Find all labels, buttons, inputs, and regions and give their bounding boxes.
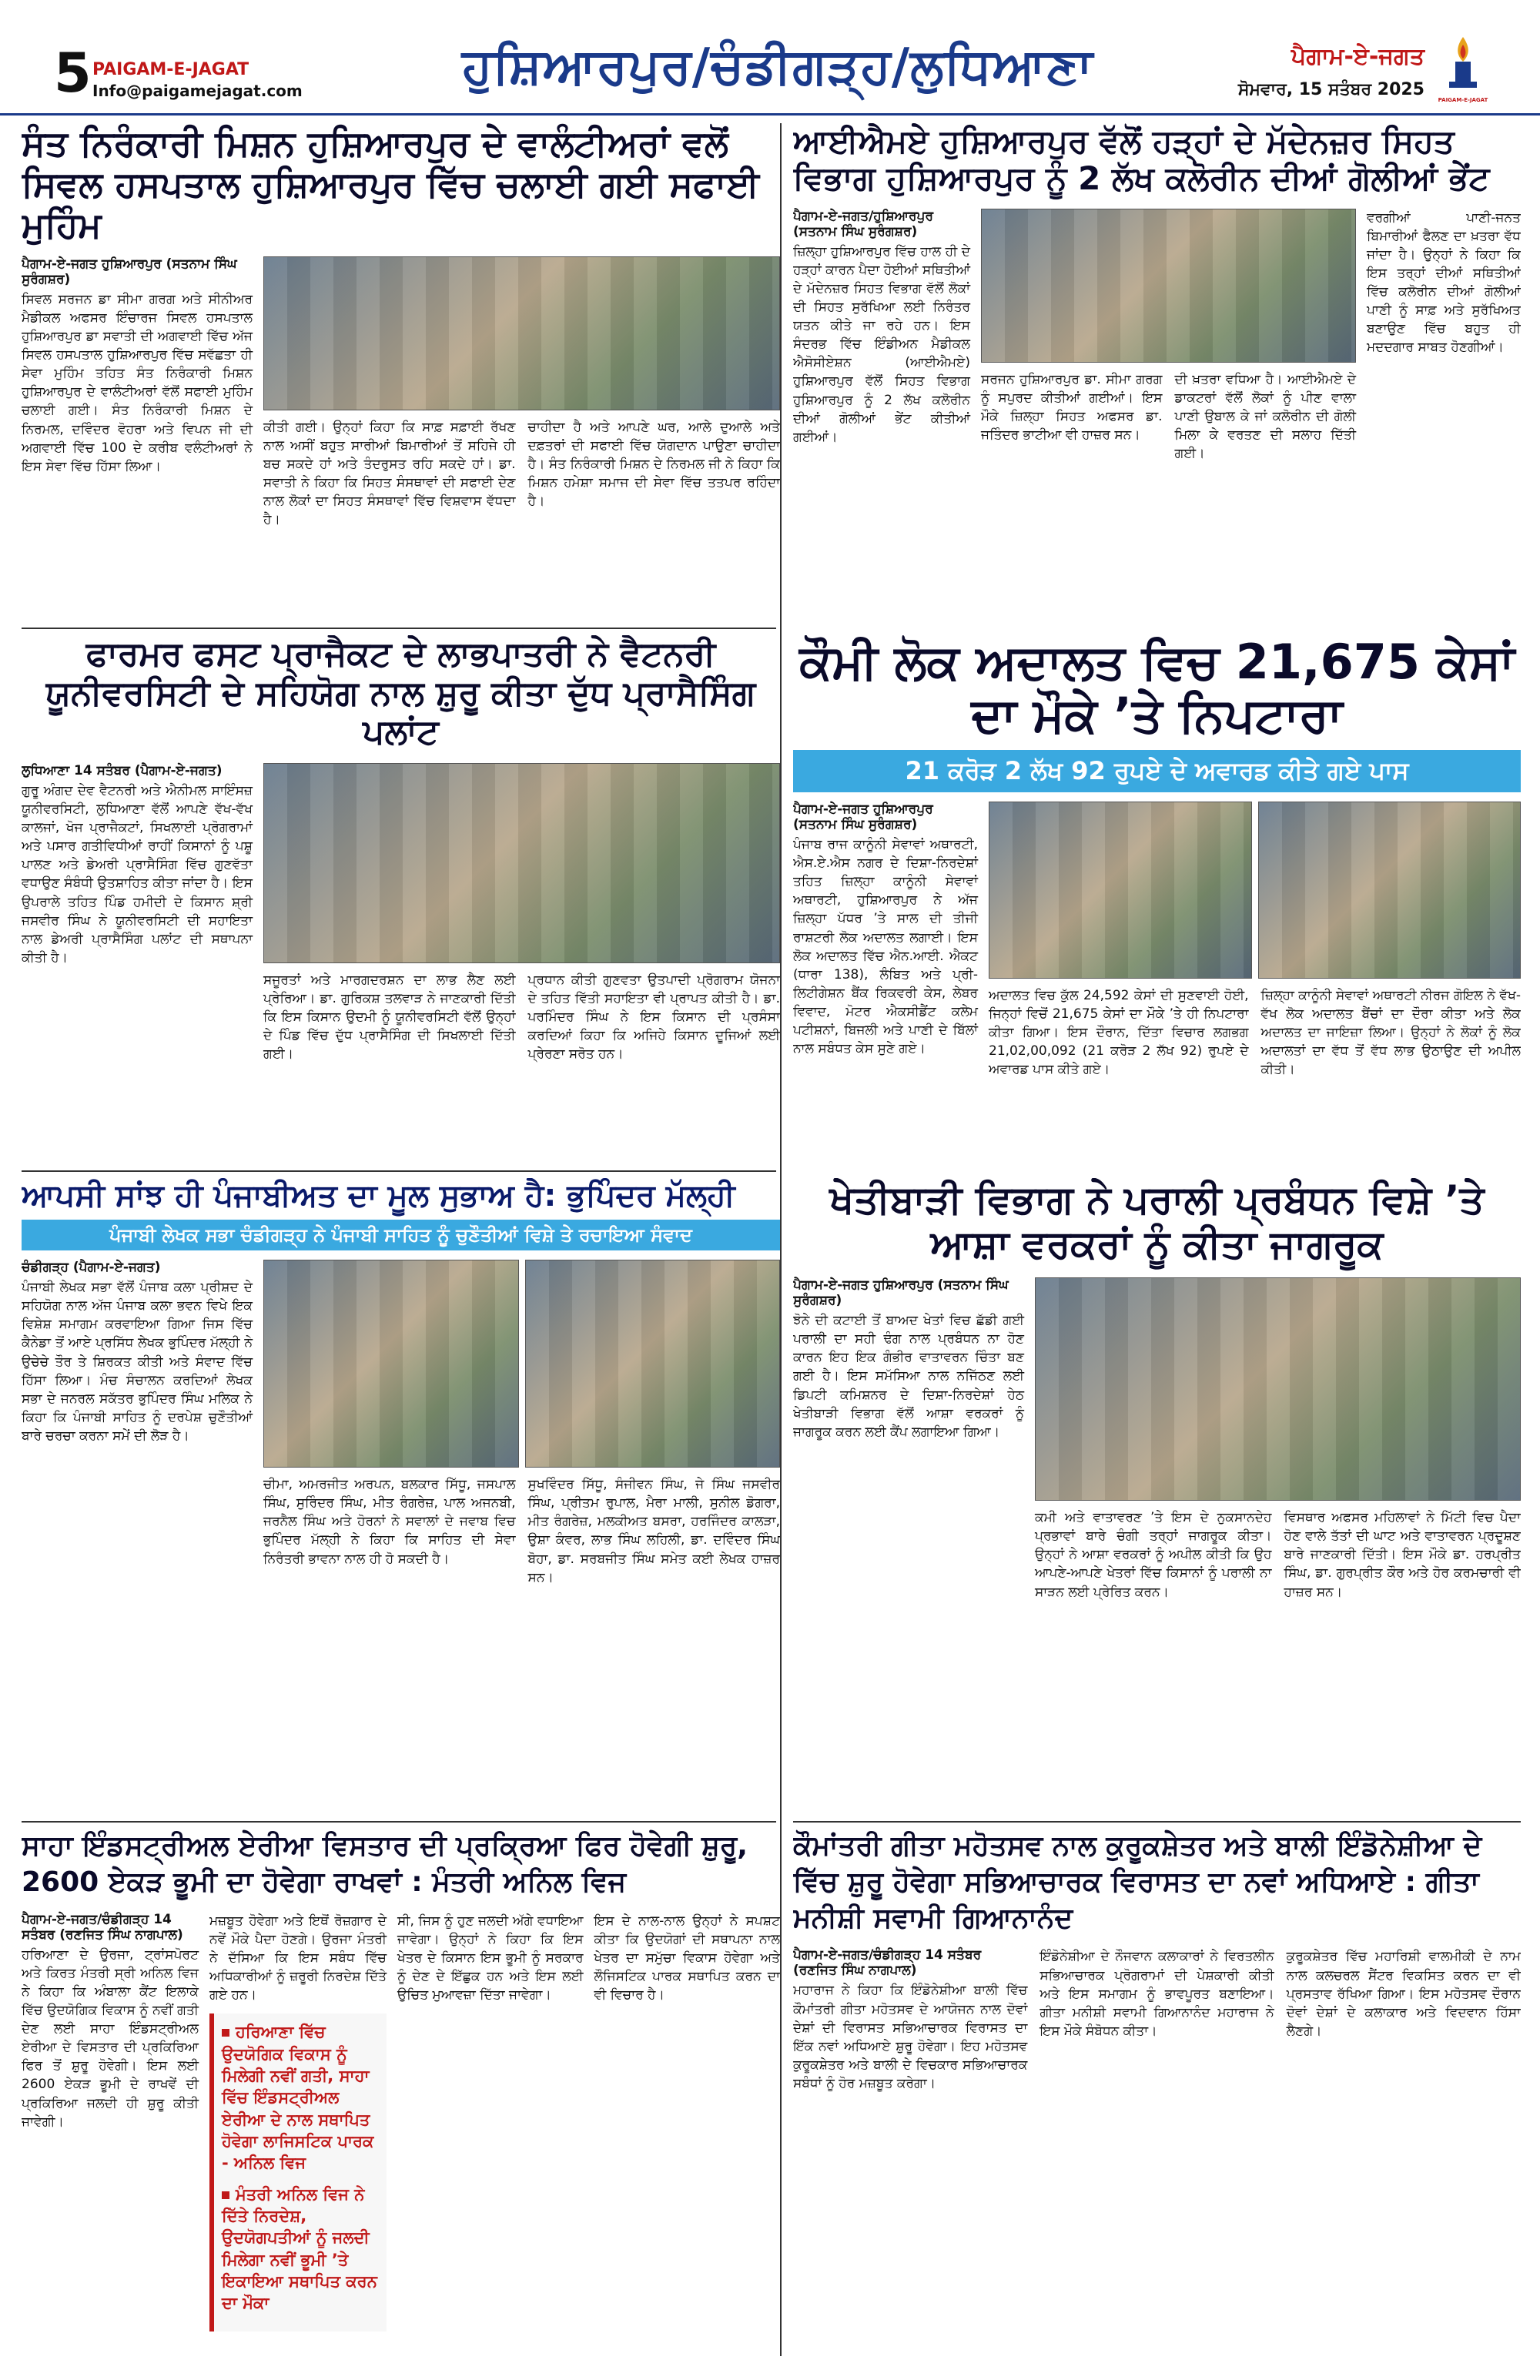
story-parali bbox=[793, 1178, 1521, 1817]
body-lok-adalat-3: ਜ਼ਿਲ੍ਹਾ ਕਾਨੂੰਨੀ ਸੇਵਾਵਾਂ ਅਥਾਰਟੀ ਨੀਰਜ ਗੋਇਲ ਨੇ ਵੱਖ-ਵੱਖ ਲੋਕ ਅਦਾਲਤ ਬੈਂਚਾਂ ਦਾ ਦੌਰਾ ਕੀਤਾ ਅਤੇ ਲੋਕ ਅਦਾਲਤ ਦਾ ਜਾਇਜ਼ਾ ਲਿਆ। ਉਨ੍ਹਾਂ ਨੇ ਲੋਕਾਂ ਨੂੰ ਲੋਕ ਅਦਾਲਤਾਂ ਦਾ ਵੱਧ ਤੋਂ ਵੱਧ ਲਾਭ ਉਠਾਉਣ ਦੀ ਅਪੀਲ ਕੀਤੀ। bbox=[1260, 987, 1521, 1078]
body-farmer-2: ਸਜੂਰਤਾਂ ਅਤੇ ਮਾਰਗਦਰਸ਼ਨ ਦਾ ਲਾਭ ਲੈਣ ਲਈ ਪ੍ਰੇਰਿਆ। ਡਾ. ਗੁਰਿਕਸ਼ ਤਲਵਾੜ ਨੇ ਜਾਣਕਾਰੀ ਦਿੱਤੀ ਕਿ ਇਸ ਕਿਸਾਨ ਉਦਮੀ ਨੂੰ ਯੂਨੀਵਰਸਿਟੀ ਵੱਲੋਂ ਉਨ੍ਹਾਂ ਦੇ ਪਿੰਡ ਵਿੱਚ ਦੁੱਧ ਪ੍ਰਾਸੈਸਿੰਗ ਦੀ ਸਿਖਲਾਈ ਦਿੱਤੀ ਗਈ। bbox=[263, 972, 516, 1063]
story-saha bbox=[22, 1829, 780, 2360]
logo-text: PAIGAM-E-JAGAT bbox=[1438, 97, 1488, 103]
byline-nirankari: ਪੈਗਾਮ-ਏ-ਜਗਤ ਹੁਸ਼ਿਆਰਪੁਰ (ਸਤਨਾਮ ਸਿੰਘ ਸੁਰੰਗਸ਼ਰ) bbox=[22, 256, 237, 287]
newspaper-logo-icon bbox=[1432, 31, 1494, 108]
story-lok-adalat bbox=[793, 635, 1521, 1167]
issue-date: ਸੋਮਵਾਰ, 15 ਸਤੰਬਰ 2025 bbox=[1237, 80, 1424, 99]
headline-nirankari: ਸੰਤ ਨਿਰੰਕਾਰੀ ਮਿਸ਼ਨ ਹੁਸ਼ਿਆਰਪੁਰ ਦੇ ਵਾਲੰਟੀਅਰਾਂ ਵਲੋਂ ਸਿਵਲ ਹਸਪਤਾਲ ਹੁਸ਼ਿਆਰਪੁਰ ਵਿੱਚ ਚਲਾਈ ਗਈ ਸਫਾਈ ਮੁਹਿੰਮ bbox=[22, 123, 759, 246]
headline-ima: ਆਈਐਮਏ ਹੁਸ਼ਿਆਰਪੁਰ ਵੱਲੋਂ ਹੜ੍ਹਾਂ ਦੇ ਮੱਦੇਨਜ਼ਰ ਸਿਹਤ ਵਿਭਾਗ ਹੁਸ਼ਿਆਰਪੁਰ ਨੂੰ 2 ਲੱਖ ਕਲੋਰੀਨ ਦੀਆਂ ਗੋਲੀਆਂ ਭੇਂਟ bbox=[793, 123, 1490, 198]
row-divider bbox=[22, 628, 776, 629]
highlight-box-saha bbox=[209, 2013, 387, 2331]
body-sanjh-3: ਸੁਖਵਿੰਦਰ ਸਿੱਧੂ, ਸੰਜੀਵਨ ਸਿੰਘ, ਜੇ ਸਿੰਘ ਜਸਵੀਰ ਸਿੰਘ, ਪ੍ਰੀਤਮ ਰੁਪਾਲ, ਮੈਰਾ ਮਾਲੀ, ਸੁਨੀਲ ਡੋਗਰਾ, ਮੀਤ ਰੰਗਰੇਜ਼, ਮਲਕੀਅਤ ਬਸਰਾ, ਹਰਜਿੰਦਰ ਕਾਲੜਾ, ਉਸ਼ਾ ਕੰਵਰ, ਲਾਭ ਸਿੰਘ ਲਹਿਲੀ, ਡਾ. ਦਵਿੰਦਰ ਸਿੰਘ ਬੋਹਾ, ਡਾ. ਸਰਬਜੀਤ ਸਿੰਘ ਸਮੇਤ ਕਈ ਲੇਖਕ ਹਾਜ਼ਰ ਸਨ। bbox=[527, 1477, 780, 1585]
body-gita-1: ਮਹਾਰਾਜ ਨੇ ਕਿਹਾ ਕਿ ਇੰਡੋਨੇਸ਼ੀਆ ਬਾਲੀ ਵਿੱਚ ਕੌਮਾਂਤਰੀ ਗੀਤਾ ਮਹੋਤਸਵ ਦੇ ਆਯੋਜਨ ਨਾਲ ਦੋਵਾਂ ਦੇਸ਼ਾਂ ਦੀ ਵਿਰਾਸਤ ਸਭਿਆਚਾਰਕ ਵਿਰਾਸਤ ਦਾ ਇੱਕ ਨਵਾਂ ਅਧਿਆਏ ਸ਼ੁਰੂ ਹੋਵੇਗਾ। ਇਹ ਮਹੋਤਸਵ ਕੁਰੂਕਸ਼ੇਤਰ ਅਤੇ ਬਾਲੀ ਦੇ ਵਿਚਕਾਰ ਸਭਿਆਚਾਰਕ ਸਬੰਧਾਂ ਨੂੰ ਹੋਰ ਮਜ਼ਬੂਤ ਕਰੇਗਾ। bbox=[793, 1983, 1028, 2092]
photo-parali-workshop bbox=[1035, 1277, 1521, 1501]
body-ima-2: ਸਰਜਨ ਹੁਸ਼ਿਆਰਪੁਰ ਡਾ. ਸੀਮਾ ਗਰਗ ਨੂੰ ਸਪੁਰਦ ਕੀਤੀਆਂ ਗਈਆਂ। ਇਸ ਮੌਕੇ ਜ਼ਿਲ੍ਹਾ ਸਿਹਤ ਅਫਸਰ ਡਾ. ਜਤਿੰਦਰ ਭਾਟੀਆ ਵੀ ਹਾਜ਼ਰ ਸਨ। bbox=[981, 371, 1163, 443]
byline-parali: ਪੈਗਾਮ-ਏ-ਜਗਤ ਹੁਸ਼ਿਆਰਪੁਰ (ਸਤਨਾਮ ਸਿੰਘ ਸੁਰੰਗਸ਼ਰ) bbox=[793, 1277, 1009, 1308]
body-nirankari-1: ਸਿਵਲ ਸਰਜਨ ਡਾ ਸੀਮਾ ਗਰਗ ਅਤੇ ਸੀਨੀਅਰ ਮੈਡੀਕਲ ਅਫਸਰ ਇੰਚਾਰਜ ਸਿਵਲ ਹਸਪਤਾਲ ਹੁਸ਼ਿਆਰਪੁਰ ਡਾ ਸਵਾਤੀ ਦੀ ਅਗਵਾਈ ਵਿੱਚ ਅੱਜ ਸਿਵਲ ਹਸਪਤਾਲ ਹੁਸ਼ਿਆਰਪੁਰ ਵਿੱਚ ਸਵੱਛਤਾ ਹੀ ਸੇਵਾ ਮੁਹਿੰਮ ਤਹਿਤ ਸੰਤ ਨਿਰੰਕਾਰੀ ਮਿਸ਼ਨ ਹੁਸ਼ਿਆਰਪੁਰ ਦੇ ਵਾਲੰਟੀਅਰਾਂ ਵੱਲੋਂ ਸਫਾਈ ਮੁਹਿੰਮ ਚਲਾਈ ਗਈ। ਸੰਤ ਨਿਰੰਕਾਰੀ ਮਿਸ਼ਨ ਦੇ ਨਿਰਮਲ, ਦਵਿੰਦਰ ਵੋਹਰਾ ਅਤੇ ਵਿਪਨ ਜੀ ਦੀ ਅਗਵਾਈ ਵਿੱਚ 100 ਦੇ ਕਰੀਬ ਵਲੰਟੀਅਰਾਂ ਨੇ ਇਸ ਸੇਵਾ ਵਿੱਚ ਹਿੱਸਾ ਲਿਆ। bbox=[22, 291, 253, 474]
highlight-item bbox=[222, 2021, 379, 2174]
body-lok-adalat-1: ਪੰਜਾਬ ਰਾਜ ਕਾਨੂੰਨੀ ਸੇਵਾਵਾਂ ਅਥਾਰਟੀ, ਐਸ.ਏ.ਐਸ ਨਗਰ ਦੇ ਦਿਸ਼ਾ-ਨਿਰਦੇਸ਼ਾਂ ਤਹਿਤ ਜ਼ਿਲ੍ਹਾ ਕਾਨੂੰਨੀ ਸੇਵਾਵਾਂ ਅਥਾਰਟੀ, ਹੁਸ਼ਿਆਰਪੁਰ ਨੇ ਅੱਜ ਜ਼ਿਲ੍ਹਾ ਪੱਧਰ ’ਤੇ ਸਾਲ ਦੀ ਤੀਜੀ ਰਾਸ਼ਟਰੀ ਲੋਕ ਅਦਾਲਤ ਲਗਾਈ। ਇਸ ਲੋਕ ਅਦਾਲਤ ਵਿੱਚ ਐਨ.ਆਈ. ਐਕਟ (ਧਾਰਾ 138), ਲੰਬਿਤ ਅਤੇ ਪ੍ਰੀ-ਲਿਟੀਗੇਸ਼ਨ ਬੈਂਕ ਰਿਕਵਰੀ ਕੇਸ, ਲੇਬਰ ਵਿਵਾਦ, ਮੋਟਰ ਐਕਸੀਡੈਂਟ ਕਲੇਮ ਪਟੀਸ਼ਨਾਂ, ਬਿਜਲੀ ਅਤੇ ਪਾਣੀ ਦੇ ਬਿੱਲਾਂ ਨਾਲ ਸਬੰਧਤ ਕੇਸ ਸੁਣੇ ਗਏ। bbox=[793, 836, 978, 1057]
body-sanjh-2: ਚੀਮਾ, ਅਮਰਜੀਤ ਅਰਪਨ, ਬਲਕਾਰ ਸਿੱਧੂ, ਜਸਪਾਲ ਸਿੰਘ, ਸੁਰਿੰਦਰ ਸਿੰਘ, ਮੀਤ ਰੰਗਰੇਜ਼, ਪਾਲ ਅਜਨਬੀ, ਜਰਨੈਲ ਸਿੰਘ ਅਤੇ ਹੋਰਨਾਂ ਨੇ ਸਵਾਲਾਂ ਦੇ ਜਵਾਬ ਵਿਚ ਭੁਪਿੰਦਰ ਮੱਲ੍ਹੀ ਨੇ ਕਿਹਾ ਕਿ ਸਾਹਿਤ ਦੀ ਸੇਵਾ ਨਿਰੰਤਰੀ ਭਾਵਨਾ ਨਾਲ ਹੀ ਹੋ ਸਕਦੀ ਹੈ। bbox=[263, 1477, 516, 1567]
body-parali-3: ਵਿਸਥਾਰ ਅਫਸਰ ਮਹਿਲਾਵਾਂ ਨੇ ਮਿੱਟੀ ਵਿਚ ਪੈਦਾ ਹੋਣ ਵਾਲੇ ਤੱਤਾਂ ਦੀ ਘਾਟ ਅਤੇ ਵਾਤਾਵਰਨ ਪ੍ਰਦੂਸ਼ਣ ਬਾਰੇ ਜਾਣਕਾਰੀ ਦਿੱਤੀ। ਇਸ ਮੌਕੇ ਡਾ. ਹਰਪ੍ਰੀਤ ਸਿੰਘ, ਡਾ. ਗੁਰਪ੍ਰੀਤ ਕੌਰ ਅਤੇ ਹੋਰ ਕਰਮਚਾਰੀ ਵੀ ਹਾਜ਼ਰ ਸਨ। bbox=[1284, 1510, 1521, 1600]
section-title: ਹੁਸ਼ਿਆਰਪੁਰ/ਚੰਡੀਗੜ੍ਹ/ਲੁਧਿਆਣਾ bbox=[462, 38, 1093, 95]
body-saha-2: ਮਜ਼ਬੂਤ ਹੋਵੇਗਾ ਅਤੇ ਇਥੋਂ ਰੋਜ਼ਗਾਰ ਦੇ ਨਵੇਂ ਮੌਕੇ ਪੈਦਾ ਹੋਣਗੇ। ਉਰਜਾ ਮੰਤਰੀ ਨੇ ਦੱਸਿਆ ਕਿ ਇਸ ਸਬੰਧ ਵਿੱਚ ਅਧਿਕਾਰੀਆਂ ਨੂੰ ਜ਼ਰੂਰੀ ਨਿਰਦੇਸ਼ ਦਿੱਤੇ ਗਏ ਹਨ। bbox=[209, 1913, 387, 2003]
column-divider bbox=[780, 123, 782, 2356]
photo-lok-adalat-bench-2 bbox=[1258, 802, 1522, 979]
story-nirankari bbox=[22, 123, 780, 624]
photo-sanjh-audience bbox=[525, 1260, 781, 1468]
body-lok-adalat-2: ਅਦਾਲਤ ਵਿਚ ਕੁੱਲ 24,592 ਕੇਸਾਂ ਦੀ ਸੁਣਵਾਈ ਹੋਈ, ਜਿਨ੍ਹਾਂ ਵਿਚੋਂ 21,675 ਕੇਸਾਂ ਦਾ ਮੌਕੇ ’ਤੇ ਹੀ ਨਿਪਟਾਰਾ ਕੀਤਾ ਗਿਆ। ਇਸ ਦੌਰਾਨ, ਦਿੱਤਾ ਵਿਚਾਰ ਲਗਭਗ 21,02,00,092 (21 ਕਰੋੜ 2 ਲੱਖ 92) ਰੁਪਏ ਦੇ ਅਵਾਰਡ ਪਾਸ ਕੀਤੇ ਗਏ। bbox=[989, 987, 1249, 1078]
byline-saha: ਪੈਗਾਮ-ਏ-ਜਗਤ/ਚੰਡੀਗੜ੍ਹ 14 ਸਤੰਬਰ (ਰਣਜਿਤ ਸਿੰਘ ਨਾਗਪਾਲ) bbox=[22, 1911, 183, 1943]
row-divider bbox=[22, 1821, 776, 1823]
headline-gita: ਕੌਮਾਂਤਰੀ ਗੀਤਾ ਮਹੋਤਸਵ ਨਾਲ ਕੁਰੂਕਸ਼ੇਤਰ ਅਤੇ ਬਾਲੀ ਇੰਡੋਨੇਸ਼ੀਆ ਦੇ ਵਿੱਚ ਸ਼ੁਰੂ ਹੋਵੇਗਾ ਸਭਿਆਚਾਰਕ ਵਿਰਾਸਤ ਦਾ ਨਵਾਂ ਅਧਿਆਏ : ਗੀਤਾ ਮਨੀਸ਼ੀ ਸਵਾਮੀ ਗਿਆਨਾਨੰਦ bbox=[793, 1830, 1482, 1934]
headline-parali: ਖੇਤੀਬਾੜੀ ਵਿਭਾਗ ਨੇ ਪਰਾਲੀ ਪ੍ਰਬੰਧਨ ਵਿਸ਼ੇ ’ਤੇ ਆਸ਼ਾ ਵਰਕਰਾਂ ਨੂੰ ਕੀਤਾ ਜਾਗਰੂਕ bbox=[829, 1178, 1485, 1267]
body-farmer-3: ਪ੍ਰਧਾਨ ਕੀਤੀ ਗੁਣਵਤਾ ਉਤਪਾਦੀ ਪ੍ਰੋਗਰਾਮ ਯੋਜਨਾ ਦੇ ਤਹਿਤ ਵਿੱਤੀ ਸਹਾਇਤਾ ਵੀ ਪ੍ਰਾਪਤ ਕੀਤੀ ਹੈ। ਡਾ. ਪਰਮਿੰਦਰ ਸਿੰਘ ਨੇ ਇਸ ਕਿਸਾਨ ਦੀ ਪ੍ਰਸੰਸਾ ਕਰਦਿਆਂ ਕਿਹਾ ਕਿ ਅਜਿਹੇ ਕਿਸਾਨ ਦੂਜਿਆਂ ਲਈ ਪ੍ਰੇਰਣਾ ਸਰੋਤ ਹਨ। bbox=[527, 972, 780, 1063]
headline-lok-adalat: ਕੌਮੀ ਲੋਕ ਅਦਾਲਤ ਵਿਚ 21,675 ਕੇਸਾਂ ਦਾ ਮੌਕੇ ’ਤੇ ਨਿਪਟਾਰਾ bbox=[799, 635, 1515, 744]
column-nirankari-1 bbox=[22, 256, 253, 530]
bullet-icon bbox=[222, 2029, 229, 2037]
byline-gita: ਪੈਗਾਮ-ਏ-ਜਗਤ/ਚੰਡੀਗੜ੍ਹ 14 ਸਤੰਬਰ (ਰਣਜਿਤ ਸਿੰਘ ਨਾਗਪਾਲ) bbox=[793, 1947, 982, 1979]
subhead-lok-adalat: 21 ਕਰੋੜ 2 ਲੱਖ 92 ਰੁਪਏ ਦੇ ਅਵਾਰਡ ਕੀਤੇ ਗਏ ਪਾਸ bbox=[793, 750, 1521, 792]
photo-ima-handover bbox=[981, 209, 1356, 363]
body-ima-3: ਦੀ ਖ਼ਤਰਾ ਵਧਿਆ ਹੈ। ਆਈਐਮਏ ਦੇ ਡਾਕਟਰਾਂ ਵੱਲੋਂ ਲੋਕਾਂ ਨੂੰ ਪੀਣ ਵਾਲਾ ਪਾਣੀ ਉਬਾਲ ਕੇ ਜਾਂ ਕਲੋਰੀਨ ਦੀ ਗੋਲੀ ਮਿਲਾ ਕੇ ਵਰਤਣ ਦੀ ਸਲਾਹ ਦਿੱਤੀ ਗਈ। bbox=[1174, 371, 1356, 462]
row-divider bbox=[22, 1170, 776, 1172]
body-nirankari-3: ਚਾਹੀਦਾ ਹੈ ਅਤੇ ਆਪਣੇ ਘਰ, ਆਲੇ ਦੁਆਲੇ ਅਤੇ ਦਫ਼ਤਰਾਂ ਦੀ ਸਫਾਈ ਵਿੱਚ ਯੋਗਦਾਨ ਪਾਉਣਾ ਚਾਹੀਦਾ ਹੈ। ਸੰਤ ਨਿਰੰਕਾਰੀ ਮਿਸ਼ਨ ਦੇ ਨਿਰਮਲ ਜੀ ਨੇ ਕਿਹਾ ਕਿ ਮਿਸ਼ਨ ਹਮੇਸ਼ਾ ਸਮਾਜ ਦੀ ਸੇਵਾ ਵਿੱਚ ਤਤਪਰ ਰਹਿੰਦਾ ਹੈ। bbox=[527, 419, 780, 510]
byline-sanjh: ਚੰਡੀਗੜ੍ਹ (ਪੈਗਾਮ-ਏ-ਜਗਤ) bbox=[22, 1260, 161, 1275]
body-farmer-1: ਗੁਰੂ ਅੰਗਦ ਦੇਵ ਵੈਟਨਰੀ ਅਤੇ ਐਨੀਮਲ ਸਾਇੰਸਜ਼ ਯੂਨੀਵਰਸਿਟੀ, ਲੁਧਿਆਣਾ ਵੱਲੋਂ ਆਪਣੇ ਵੱਖ-ਵੱਖ ਕਾਲਜਾਂ, ਖੋਜ ਪ੍ਰਾਜੈਕਟਾਂ, ਸਿਖਲਾਈ ਪ੍ਰੋਗਰਾਮਾਂ ਅਤੇ ਪਸਾਰ ਗਤੀਵਿਧੀਆਂ ਰਾਹੀਂ ਕਿਸਾਨਾਂ ਨੂੰ ਪਸ਼ੂ ਪਾਲਣ ਅਤੇ ਡੇਅਰੀ ਪ੍ਰਾਸੈਸਿੰਗ ਵਿੱਚ ਗੁਣਵੱਤਾ ਵਧਾਉਣ ਸੰਬੰਧੀ ਉਤਸ਼ਾਹਿਤ ਕੀਤਾ ਜਾਂਦਾ ਹੈ। ਇਸ ਉਪਰਾਲੇ ਤਹਿਤ ਪਿੰਡ ਹਮੀਦੀ ਦੇ ਕਿਸਾਨ ਸ਼੍ਰੀ ਜਸਵੀਰ ਸਿੰਘ ਨੇ ਯੂਨੀਵਰਸਿਟੀ ਦੀ ਸਹਾਇਤਾ ਨਾਲ ਡੇਅਰੀ ਪ੍ਰਾਸੈਸਿੰਗ ਪਲਾਂਟ ਦੀ ਸਥਾਪਨਾ ਕੀਤੀ ਹੈ। bbox=[22, 782, 253, 966]
row-divider bbox=[793, 1821, 1521, 1823]
highlight-item bbox=[222, 2184, 379, 2315]
byline-farmer: ਲੁਧਿਆਣਾ 14 ਸਤੰਬਰ (ਪੈਗਾਮ-ਏ-ਜਗਤ) bbox=[22, 762, 223, 778]
masthead bbox=[0, 0, 1540, 115]
photo-farmer-group bbox=[263, 763, 780, 963]
headline-sanjh: ਆਪਸੀ ਸਾਂਝ ਹੀ ਪੰਜਾਬੀਅਤ ਦਾ ਮੂਲ ਸੁਭਾਅ ਹੈ: ਭੁਪਿੰਦਰ ਮੱਲ੍ਹੀ bbox=[22, 1178, 735, 1213]
byline-ima: ਪੈਗਾਮ-ਏ-ਜਗਤ/ਹੁਸ਼ਿਆਰਪੁਰ (ਸਤਨਾਮ ਸਿੰਘ ਸੁਰੰਗਸ਼ਰ) bbox=[793, 208, 934, 239]
headline-farmer: ਫਾਰਮਰ ਫਸਟ ਪ੍ਰਾਜੈਕਟ ਦੇ ਲਾਭਪਾਤਰੀ ਨੇ ਵੈਟਨਰੀ ਯੂਨੀਵਰਸਿਟੀ ਦੇ ਸਹਿਯੋਗ ਨਾਲ ਸ਼ੁਰੂ ਕੀਤਾ ਦੁੱਧ ਪ੍ਰਾਸੈਸਿੰਗ ਪਲਾਂਟ bbox=[45, 635, 756, 752]
body-ima-4: ਵਰਗੀਆਂ ਪਾਣੀ-ਜਨਤ ਬਿਮਾਰੀਆਂ ਫੈਲਣ ਦਾ ਖ਼ਤਰਾ ਵੱਧ ਜਾਂਦਾ ਹੈ। ਉਨ੍ਹਾਂ ਨੇ ਕਿਹਾ ਕਿ ਇਸ ਤਰ੍ਹਾਂ ਦੀਆਂ ਸਥਿਤੀਆਂ ਵਿੱਚ ਕਲੋਰੀਨ ਦੀਆਂ ਗੋਲੀਆਂ ਪਾਣੀ ਨੂੰ ਸਾਫ਼ ਅਤੇ ਸੁਰੱਖਿਅਤ ਬਣਾਉਣ ਵਿੱਚ ਬਹੁਤ ਹੀ ਮਦਦਗਾਰ ਸਾਬਤ ਹੋਣਗੀਆਂ। bbox=[1367, 209, 1521, 356]
body-parali-2: ਕਮੀ ਅਤੇ ਵਾਤਾਵਰਣ ’ਤੇ ਇਸ ਦੇ ਨੁਕਸਾਨਦੇਹ ਪ੍ਰਭਾਵਾਂ ਬਾਰੇ ਚੰਗੀ ਤਰ੍ਹਾਂ ਜਾਗਰੂਕ ਕੀਤਾ। ਉਨ੍ਹਾਂ ਨੇ ਆਸ਼ਾ ਵਰਕਰਾਂ ਨੂੰ ਅਪੀਲ ਕੀਤੀ ਕਿ ਉਹ ਆਪਣੇ-ਆਪਣੇ ਖੇਤਰਾਂ ਵਿੱਚ ਕਿਸਾਨਾਂ ਨੂੰ ਪਰਾਲੀ ਨਾ ਸਾੜਨ ਲਈ ਪ੍ਰੇਰਿਤ ਕਰਨ। bbox=[1035, 1510, 1272, 1600]
bullet-icon bbox=[222, 2191, 229, 2199]
highlight-text: ਹਰਿਆਣਾ ਵਿੱਚ ਉਦਯੋਗਿਕ ਵਿਕਾਸ ਨੂੰ ਮਿਲੇਗੀ ਨਵੀਂ ਗਤੀ, ਸਾਹਾ ਵਿੱਚ ਇੰਡਸਟ੍ਰੀਅਲ ਏਰੀਆ ਦੇ ਨਾਲ ਸਥਾਪਿਤ ਹੋਵੇਗਾ ਲਾਜਿਸਟਿਕ ਪਾਰਕ - ਅਨਿਲ ਵਿਜ bbox=[222, 2023, 374, 2173]
highlight-text: ਮੰਤਰੀ ਅਨਿਲ ਵਿਜ ਨੇ ਦਿੱਤੇ ਨਿਰਦੇਸ਼, ਉਦਯੋਗਪਤੀਆਂ ਨੂੰ ਜਲਦੀ ਮਿਲੇਗਾ ਨਵੀਂ ਭੂਮੀ ’ਤੇ ਇਕਾਇਆ ਸਥਾਪਿਤ ਕਰਨ ਦਾ ਮੌਕਾ bbox=[222, 2184, 377, 2313]
body-sanjh-1: ਪੰਜਾਬੀ ਲੇਖਕ ਸਭਾ ਵੱਲੋਂ ਪੰਜਾਬ ਕਲਾ ਪ੍ਰੀਸ਼ਦ ਦੇ ਸਹਿਯੋਗ ਨਾਲ ਅੱਜ ਪੰਜਾਬ ਕਲਾ ਭਵਨ ਵਿਖੇ ਇਕ ਵਿਸ਼ੇਸ਼ ਸਮਾਗਮ ਕਰਵਾਇਆ ਗਿਆ ਜਿਸ ਵਿੱਚ ਕੈਨੇਡਾ ਤੋਂ ਆਏ ਪ੍ਰਸਿੱਧ ਲੇਖਕ ਭੁਪਿੰਦਰ ਮੱਲ੍ਹੀ ਨੇ ਉਚੇਚੇ ਤੌਰ ਤੇ ਸ਼ਿਰਕਤ ਕੀਤੀ ਅਤੇ ਸੰਵਾਦ ਵਿੱਚ ਹਿੱਸਾ ਲਿਆ। ਮੰਚ ਸੰਚਾਲਨ ਕਰਦਿਆਂ ਲੇਖਕ ਸਭਾ ਦੇ ਜਨਰਲ ਸਕੱਤਰ ਭੁਪਿੰਦਰ ਸਿੰਘ ਮਲਿਕ ਨੇ ਕਿਹਾ ਕਿ ਪੰਜਾਬੀ ਸਾਹਿਤ ਨੂੰ ਦਰਪੇਸ਼ ਚੁਣੌਤੀਆਂ ਬਾਰੇ ਚਰਚਾ ਕਰਨਾ ਸਮੇਂ ਦੀ ਲੋੜ ਹੈ। bbox=[22, 1280, 253, 1444]
body-saha-3: ਸੀ, ਜਿਸ ਨੂੰ ਹੁਣ ਜਲਦੀ ਅੱਗੇ ਵਧਾਇਆ ਜਾਵੇਗਾ। ਉਨ੍ਹਾਂ ਨੇ ਕਿਹਾ ਕਿ ਇਸ ਖੇਤਰ ਦੇ ਕਿਸਾਨ ਇਸ ਭੂਮੀ ਨੂੰ ਸਰਕਾਰ ਨੂੰ ਦੇਣ ਦੇ ਇੱਛੁਕ ਹਨ ਅਤੇ ਇਸ ਲਈ ਉਚਿਤ ਮੁਆਵਜ਼ਾ ਦਿੱਤਾ ਜਾਵੇਗਾ। bbox=[397, 1913, 584, 2003]
body-nirankari-2: ਕੀਤੀ ਗਈ। ਉਨ੍ਹਾਂ ਕਿਹਾ ਕਿ ਸਾਫ਼ ਸਫ਼ਾਈ ਰੱਖਣ ਨਾਲ ਅਸੀਂ ਬਹੁਤ ਸਾਰੀਆਂ ਬਿਮਾਰੀਆਂ ਤੋਂ ਸਹਿਜੇ ਹੀ ਬਚ ਸਕਦੇ ਹਾਂ ਅਤੇ ਤੰਦਰੁਸਤ ਰਹਿ ਸਕਦੇ ਹਾਂ। ਡਾ. ਸਵਾਤੀ ਨੇ ਕਿਹਾ ਕਿ ਸਿਹਤ ਸੰਸਥਾਵਾਂ ਦੀ ਸਫਾਈ ਦੇਣ ਨਾਲ ਲੋਕਾਂ ਦਾ ਸਿਹਤ ਸੰਸਥਾਵਾਂ ਵਿੱਚ ਵਿਸ਼ਵਾਸ ਵੱਧਦਾ ਹੈ। bbox=[263, 419, 516, 528]
body-parali-1: ਝੋਨੇ ਦੀ ਕਟਾਈ ਤੋਂ ਬਾਅਦ ਖੇਤਾਂ ਵਿਚ ਛੱਡੀ ਗਈ ਪਰਾਲੀ ਦਾ ਸਹੀ ਢੰਗ ਨਾਲ ਪ੍ਰਬੰਧਨ ਨਾ ਹੋਣ ਕਾਰਨ ਇਹ ਇਕ ਗੰਭੀਰ ਵਾਤਾਵਰਨ ਚਿੰਤਾ ਬਣ ਗਈ ਹੈ। ਇਸ ਸਮੱਸਿਆ ਨਾਲ ਨਜਿੱਠਣ ਲਈ ਡਿਪਟੀ ਕਮਿਸ਼ਨਰ ਦੇ ਦਿਸ਼ਾ-ਨਿਰਦੇਸ਼ਾਂ ਹੇਠ ਖੇਤੀਬਾੜੀ ਵਿਭਾਗ ਵੱਲੋਂ ਆਸ਼ਾ ਵਰਕਰਾਂ ਨੂੰ ਜਾਗਰੂਕ ਕਰਨ ਲਈ ਕੈਂਪ ਲਗਾਇਆ ਗਿਆ। bbox=[793, 1313, 1024, 1440]
body-ima-1: ਜ਼ਿਲ੍ਹਾ ਹੁਸ਼ਿਆਰਪੁਰ ਵਿੱਚ ਹਾਲ ਹੀ ਦੇ ਹੜ੍ਹਾਂ ਕਾਰਨ ਪੈਦਾ ਹੋਈਆਂ ਸਥਿਤੀਆਂ ਦੇ ਮੱਦੇਨਜ਼ਰ ਸਿਹਤ ਵਿਭਾਗ ਵੱਲੋਂ ਲੋਕਾਂ ਦੀ ਸਿਹਤ ਸੁਰੱਖਿਆ ਲਈ ਨਿਰੰਤਰ ਯਤਨ ਕੀਤੇ ਜਾ ਰਹੇ ਹਨ। ਇਸ ਸੰਦਰਭ ਵਿੱਚ ਇੰਡੀਅਨ ਮੈਡੀਕਲ ਐਸੋਸੀਏਸ਼ਨ (ਆਈਐਮਏ) ਹੁਸ਼ਿਆਰਪੁਰ ਵੱਲੋਂ ਸਿਹਤ ਵਿਭਾਗ ਹੁਸ਼ਿਆਰਪੁਰ ਨੂੰ 2 ਲੱਖ ਕਲੋਰੀਨ ਦੀਆਂ ਗੋਲੀਆਂ ਭੇਂਟ ਕੀਤੀਆਂ ਗਈਆਂ। bbox=[793, 243, 970, 445]
photo-nirankari-group bbox=[263, 256, 780, 410]
body-gita-2: ਇੰਡੋਨੇਸ਼ੀਆ ਦੇ ਨੌਜਵਾਨ ਕਲਾਕਾਰਾਂ ਨੇ ਵਿਰਤਲੀਨ ਸਭਿਆਚਾਰਕ ਪ੍ਰੋਗਰਾਮਾਂ ਦੀ ਪੇਸ਼ਕਾਰੀ ਕੀਤੀ ਅਤੇ ਇਸ ਸਮਾਗਮ ਨੂੰ ਭਾਵਪੂਰਤ ਬਣਾਇਆ। ਗੀਤਾ ਮਨੀਸ਼ੀ ਸਵਾਮੀ ਗਿਆਨਾਨੰਦ ਮਹਾਰਾਜ ਨੇ ਇਸ ਮੌਕੇ ਸੰਬੋਧਨ ਕੀਤਾ। bbox=[1040, 1949, 1274, 2039]
story-ima bbox=[793, 123, 1521, 624]
story-farmer bbox=[22, 635, 780, 1167]
body-saha-4: ਇਸ ਦੇ ਨਾਲ-ਨਾਲ ਉਨ੍ਹਾਂ ਨੇ ਸਪਸ਼ਟ ਕੀਤਾ ਕਿ ਉਦਯੋਗਾਂ ਦੀ ਸਥਾਪਨਾ ਨਾਲ ਖੇਤਰ ਦਾ ਸਮੁੱਚਾ ਵਿਕਾਸ ਹੋਵੇਗਾ ਅਤੇ ਲੌਜਿਸਟਿਕ ਪਾਰਕ ਸਥਾਪਿਤ ਕਰਨ ਦਾ ਵੀ ਵਿਚਾਰ ਹੈ। bbox=[594, 1913, 780, 2003]
photo-sanjh-stage bbox=[263, 1260, 519, 1468]
story-gita bbox=[793, 1829, 1521, 2360]
story-sanjh bbox=[22, 1178, 780, 1817]
brand-name: PAIGAM-E-JAGAT bbox=[92, 60, 249, 79]
photo-lok-adalat-bench-1 bbox=[989, 802, 1252, 979]
subhead-sanjh: ਪੰਜਾਬੀ ਲੇਖਕ ਸਭਾ ਚੰਡੀਗੜ੍ਹ ਨੇ ਪੰਜਾਬੀ ਸਾਹਿਤ ਨੂੰ ਚੁਣੌਤੀਆਂ ਵਿਸ਼ੇ ਤੇ ਰਚਾਇਆ ਸੰਵਾਦ bbox=[22, 1220, 780, 1250]
contact-email[interactable]: Info@paigamejagat.com bbox=[92, 82, 303, 100]
byline-lok-adalat: ਪੈਗਾਮ-ਏ-ਜਗਤ ਹੁਸ਼ਿਆਰਪੁਰ (ਸਤਨਾਮ ਸਿੰਘ ਸੁਰੰਗਸ਼ਰ) bbox=[793, 801, 933, 832]
page-number: 5 bbox=[54, 42, 92, 105]
headline-saha: ਸਾਹਾ ਇੰਡਸਟ੍ਰੀਅਲ ਏਰੀਆ ਵਿਸਤਾਰ ਦੀ ਪ੍ਰਕ੍ਰਿਆ ਫਿਰ ਹੋਵੇਗੀ ਸ਼ੁਰੂ, 2600 ਏਕੜ ਭੂਮੀ ਦਾ ਹੋਵੇਗਾ ਰਾਖਵਾਂ : ਮੰਤਰੀ ਅਨਿਲ ਵਿਜ bbox=[22, 1830, 748, 1898]
body-gita-3: ਕੁਰੂਕਸ਼ੇਤਰ ਵਿੱਚ ਮਹਾਰਿਸ਼ੀ ਵਾਲਮੀਕੀ ਦੇ ਨਾਮ ਨਾਲ ਕਲਚਰਲ ਸੈਂਟਰ ਵਿਕਸਿਤ ਕਰਨ ਦਾ ਵੀ ਪ੍ਰਸਤਾਵ ਰੱਖਿਆ ਗਿਆ। ਇਸ ਮਹੋਤਸਵ ਦੌਰਾਨ ਦੋਵਾਂ ਦੇਸ਼ਾਂ ਦੇ ਕਲਾਕਾਰ ਅਤੇ ਵਿਦਵਾਨ ਹਿੱਸਾ ਲੈਣਗੇ। bbox=[1286, 1949, 1521, 2039]
body-saha-1: ਹਰਿਆਣਾ ਦੇ ਉਰਜਾ, ਟ੍ਰਾਂਸਪੋਰਟ ਅਤੇ ਕਿਰਤ ਮੰਤਰੀ ਸ੍ਰੀ ਅਨਿਲ ਵਿਜ ਨੇ ਕਿਹਾ ਕਿ ਅੰਬਾਲਾ ਕੈਂਟ ਇਲਾਕੇ ਵਿੱਚ ਉਦਯੋਗਿਕ ਵਿਕਾਸ ਨੂੰ ਨਵੀਂ ਗਤੀ ਦੇਣ ਲਈ ਸਾਹਾ ਇੰਡਸਟ੍ਰੀਅਲ ਏਰੀਆ ਦੇ ਵਿਸਤਾਰ ਦੀ ਪ੍ਰਕਿਰਿਆ ਫਿਰ ਤੋਂ ਸ਼ੁਰੂ ਹੋਵੇਗੀ। ਇਸ ਲਈ 2600 ਏਕੜ ਭੂਮੀ ਦੇ ਰਾਖਵੇਂ ਦੀ ਪ੍ਰਕਿਰਿਆ ਜਲਦੀ ਹੀ ਸ਼ੁਰੂ ਕੀਤੀ ਜਾਵੇਗੀ। bbox=[22, 1947, 199, 2130]
paper-title: ਪੈਗਾਮ-ਏ-ਜਗਤ bbox=[1291, 43, 1424, 70]
